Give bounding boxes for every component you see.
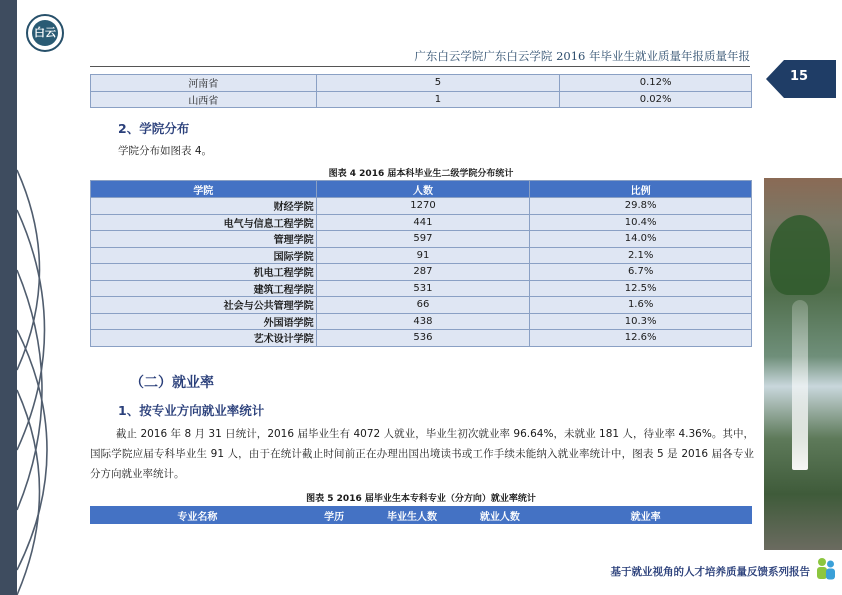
table-cell-count: 531 <box>316 280 530 297</box>
table-cell-ratio: 2.1% <box>530 247 752 264</box>
table-row <box>91 247 752 264</box>
table-cell-ratio: 29.8% <box>530 198 752 215</box>
table-cell-name: 艺术设计学院 <box>91 330 317 347</box>
section-heading-employment: （二）就业率 <box>130 375 214 391</box>
employment-paragraph: 截止 2016 年 8 月 31 日统计，2016 届毕业生有 4072 人就业，毕业生初次就业率 96.64%，未就业 181 人，待业率 4.36%。其中，国际学院应届专科毕业生 91 人，由于在统计截止时间前正在办理出国出境读书或工作手续未能纳入就业率统计中，图表 5 是 2016 届各专业分方向就业率统计。 <box>90 428 754 480</box>
table-row <box>91 313 752 330</box>
table-row <box>91 198 752 215</box>
table-cell-count: 1270 <box>316 198 530 215</box>
table-cell-ratio: 0.12% <box>560 75 752 92</box>
table-header-cell: 就业率 <box>540 507 752 524</box>
table-cell-name: 山西省 <box>91 91 317 108</box>
table-cell-count: 441 <box>316 214 530 231</box>
table-cell-ratio: 14.0% <box>530 231 752 248</box>
left-decorative-stripe <box>0 0 17 595</box>
table-cell-name: 河南省 <box>91 75 317 92</box>
table-cell-count: 536 <box>316 330 530 347</box>
table-cell-count: 5 <box>316 75 560 92</box>
people-icon <box>815 556 837 580</box>
table-cell-count: 287 <box>316 264 530 281</box>
major-employment-table <box>90 506 752 524</box>
table-cell-ratio: 12.5% <box>530 280 752 297</box>
footer-report-series: 基于就业视角的人才培养质量反馈系列报告 <box>610 566 810 578</box>
college-distribution-table <box>90 180 752 347</box>
table-header-cell: 专业名称 <box>91 507 305 524</box>
table-header-cell: 就业人数 <box>460 507 540 524</box>
school-logo <box>26 14 64 52</box>
table-row <box>91 214 752 231</box>
table-cell-count: 91 <box>316 247 530 264</box>
table-cell-count: 66 <box>316 297 530 314</box>
table-cell-name: 国际学院 <box>91 247 317 264</box>
table-row <box>91 280 752 297</box>
table5-caption: 图表 5 2016 届毕业生本专科专业（分方向）就业率统计 <box>306 494 536 504</box>
table-header-cell: 学历 <box>304 507 364 524</box>
table-row <box>91 91 752 108</box>
page-number: 15 <box>790 69 809 84</box>
campus-photo-fountain <box>792 300 808 470</box>
table-cell-name: 机电工程学院 <box>91 264 317 281</box>
table-cell-name: 财经学院 <box>91 198 317 215</box>
header-title: 广东白云学院广东白云学院 2016 年毕业生就业质量年报质量年报 <box>414 49 750 63</box>
table-cell-ratio: 0.02% <box>560 91 752 108</box>
table-cell-count: 438 <box>316 313 530 330</box>
table-header-row <box>91 507 752 524</box>
subsection-heading-major: 1、按专业方向就业率统计 <box>118 403 265 418</box>
table-cell-count: 597 <box>316 231 530 248</box>
table-header-cell: 学院 <box>91 181 317 198</box>
table-cell-ratio: 1.6% <box>530 297 752 314</box>
table-cell-ratio: 12.6% <box>530 330 752 347</box>
college-intro-text: 学院分布如图表 4。 <box>118 145 213 157</box>
table-cell-count: 1 <box>316 91 560 108</box>
table-cell-name: 建筑工程学院 <box>91 280 317 297</box>
table-header-cell: 比例 <box>530 181 752 198</box>
decorative-swirl <box>17 150 77 595</box>
table-cell-name: 社会与公共管理学院 <box>91 297 317 314</box>
table-cell-ratio: 6.7% <box>530 264 752 281</box>
table-cell-name: 电气与信息工程学院 <box>91 214 317 231</box>
campus-photo-tree <box>770 215 830 295</box>
table-row <box>91 231 752 248</box>
table-row <box>91 330 752 347</box>
table-cell-name: 外国语学院 <box>91 313 317 330</box>
table-header-cell: 毕业生人数 <box>364 507 460 524</box>
table-cell-name: 管理学院 <box>91 231 317 248</box>
table-header-cell: 人数 <box>316 181 530 198</box>
table-cell-ratio: 10.3% <box>530 313 752 330</box>
header-rule <box>90 66 750 67</box>
table-header-row <box>91 181 752 198</box>
section-heading-college: 2、学院分布 <box>118 121 190 136</box>
table-row <box>91 264 752 281</box>
table-row <box>91 297 752 314</box>
school-logo-mark: 白云 <box>32 20 58 46</box>
table-cell-ratio: 10.4% <box>530 214 752 231</box>
province-table-continued <box>90 74 752 108</box>
table4-caption: 图表 4 2016 届本科毕业生二级学院分布统计 <box>328 169 514 179</box>
table-row <box>91 75 752 92</box>
